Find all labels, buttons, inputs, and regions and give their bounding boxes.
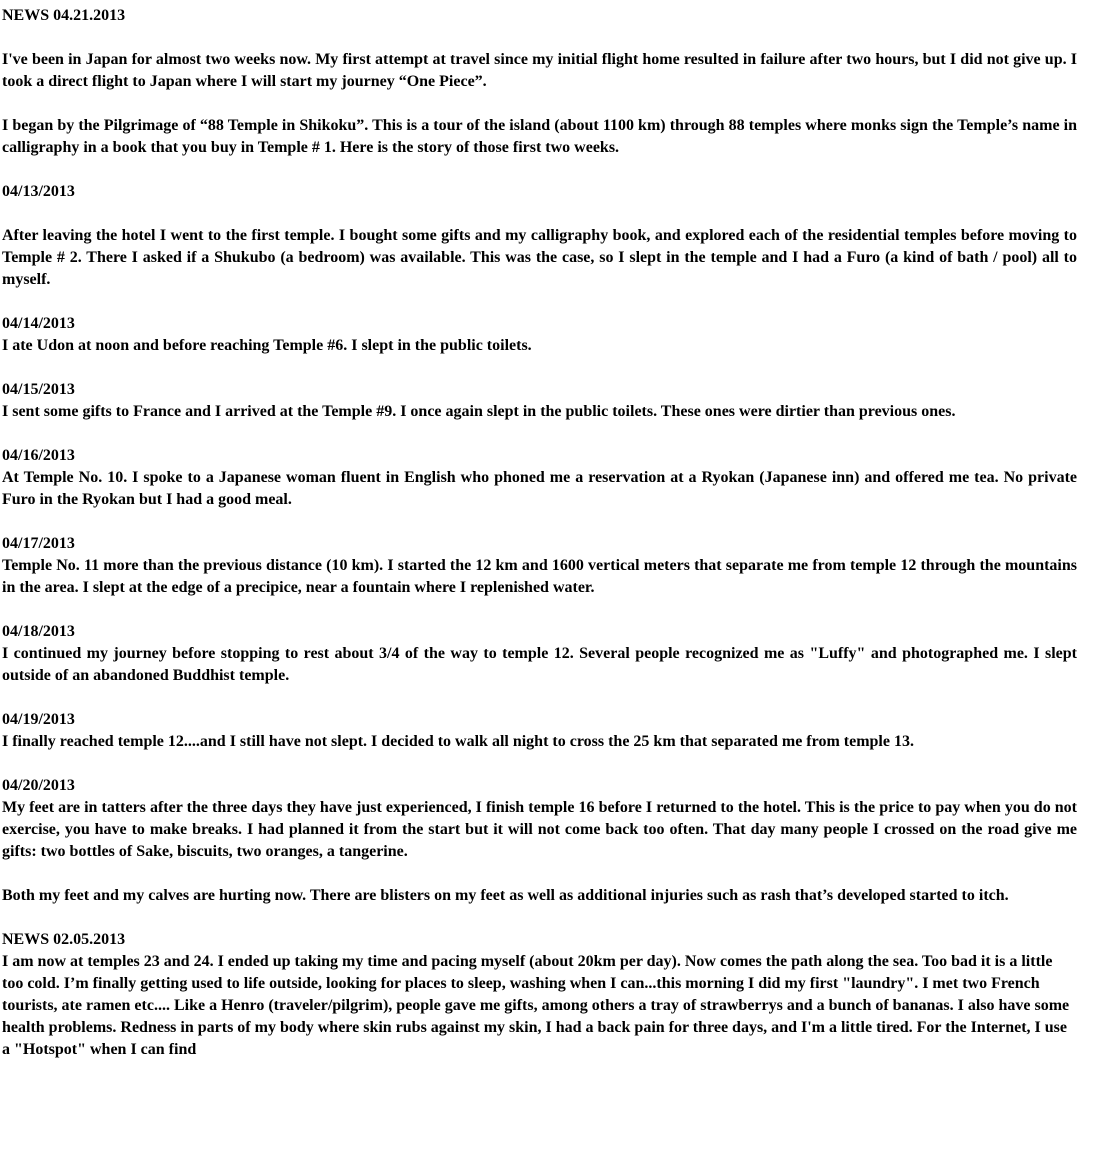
entry-04-20 bbox=[2, 775, 1077, 863]
entry-date: 04/19/2013 bbox=[2, 711, 75, 728]
news-heading-1: NEWS 04.21.2013 bbox=[2, 7, 126, 24]
entry-04-19 bbox=[2, 709, 1077, 753]
entry-text: I sent some gifts to France and I arrived at the Temple #9. I once again slept in the public toilets. These ones were dirtier than previous ones. bbox=[2, 403, 956, 420]
document-body bbox=[2, 5, 1077, 1083]
entry-news-02-05 bbox=[2, 929, 1077, 1061]
entry-text: My feet are in tatters after the three days they have just experienced, I finish temple 16 before I returned to the hotel. This is the price to pay when you do not exercise, you have to make breaks. I had planned it from the start but it will not come back too often. That day many people I crossed on the road give me gifts: two bottles of Sake, biscuits, two oranges, a tangerine. bbox=[2, 799, 1077, 860]
entry-text: Temple No. 11 more than the previous distance (10 km). I started the 12 km and 1600 vertical meters that separate me from temple 12 through the mountains in the area. I slept at the edge of a precipice, near a fountain where I replenished water. bbox=[2, 557, 1077, 596]
entry-date: 04/16/2013 bbox=[2, 447, 75, 464]
entry-date: 04/15/2013 bbox=[2, 381, 75, 398]
entry-date: 04/17/2013 bbox=[2, 535, 75, 552]
entry-04-14 bbox=[2, 313, 1077, 357]
entry-text: I ate Udon at noon and before reaching Temple #6. I slept in the public toilets. bbox=[2, 337, 532, 354]
entry-date: 04/20/2013 bbox=[2, 777, 75, 794]
entry-04-16 bbox=[2, 445, 1077, 511]
entry-text: At Temple No. 10. I spoke to a Japanese woman fluent in English who phoned me a reservation at a Ryokan (Japanese inn) and offered me tea. No private Furo in the Ryokan but I had a good meal. bbox=[2, 469, 1077, 508]
news-heading-2: NEWS 02.05.2013 bbox=[2, 931, 126, 948]
entry-text: I am now at temples 23 and 24. I ended up taking my time and pacing myself (about 20km per day). Now comes the path along the sea. Too bad it is a little too cold. I’m finally getting used to life outside, looking for places to sleep, washing when I can...this morning I did my first "laundry". I met two French tourists, ate ramen etc.... Like a Henro (traveler/pilgrim), people gave me gifts, among others a tray of strawberrys and a bunch of bananas. I also have some health problems. Redness in parts of my body where skin rubs against my skin, I had a back pain for three days, and I'm a little tired. For the Internet, I use a "Hotspot" when I can find bbox=[2, 953, 1070, 1058]
entry-date: 04/14/2013 bbox=[2, 315, 75, 332]
intro-paragraph-2: I began by the Pilgrimage of “88 Temple in Shikoku”. This is a tour of the island (about 1100 km) through 88 temples where monks sign the Temple’s name in calligraphy in a book that you buy in Temple # 1. Here is the story of those first two weeks. bbox=[2, 117, 1077, 156]
intro-paragraph-1: I've been in Japan for almost two weeks now. My first attempt at travel since my initial flight home resulted in failure after two hours, but I did not give up. I took a direct flight to Japan where I will start my journey “One Piece”. bbox=[2, 51, 1077, 90]
entry-04-17 bbox=[2, 533, 1077, 599]
feet-paragraph: Both my feet and my calves are hurting now. There are blisters on my feet as well as additional injuries such as rash that’s developed started to itch. bbox=[2, 887, 1009, 904]
entry-04-18 bbox=[2, 621, 1077, 687]
entry-date: 04/18/2013 bbox=[2, 623, 75, 640]
entry-04-15 bbox=[2, 379, 1077, 423]
entry-text: I finally reached temple 12....and I still have not slept. I decided to walk all night to cross the 25 km that separated me from temple 13. bbox=[2, 733, 914, 750]
entry-text: I continued my journey before stopping to rest about 3/4 of the way to temple 12. Several people recognized me as "Luffy" and photographed me. I slept outside of an abandoned Buddhist temple. bbox=[2, 645, 1077, 684]
date-04-13: 04/13/2013 bbox=[2, 183, 75, 200]
entry-04-13-text: After leaving the hotel I went to the first temple. I bought some gifts and my calligraphy book, and explored each of the residential temples before moving to Temple # 2. There I asked if a Shukubo (a bedroom) was available. This was the case, so I slept in the temple and I had a Furo (a kind of bath / pool) all to myself. bbox=[2, 227, 1077, 288]
